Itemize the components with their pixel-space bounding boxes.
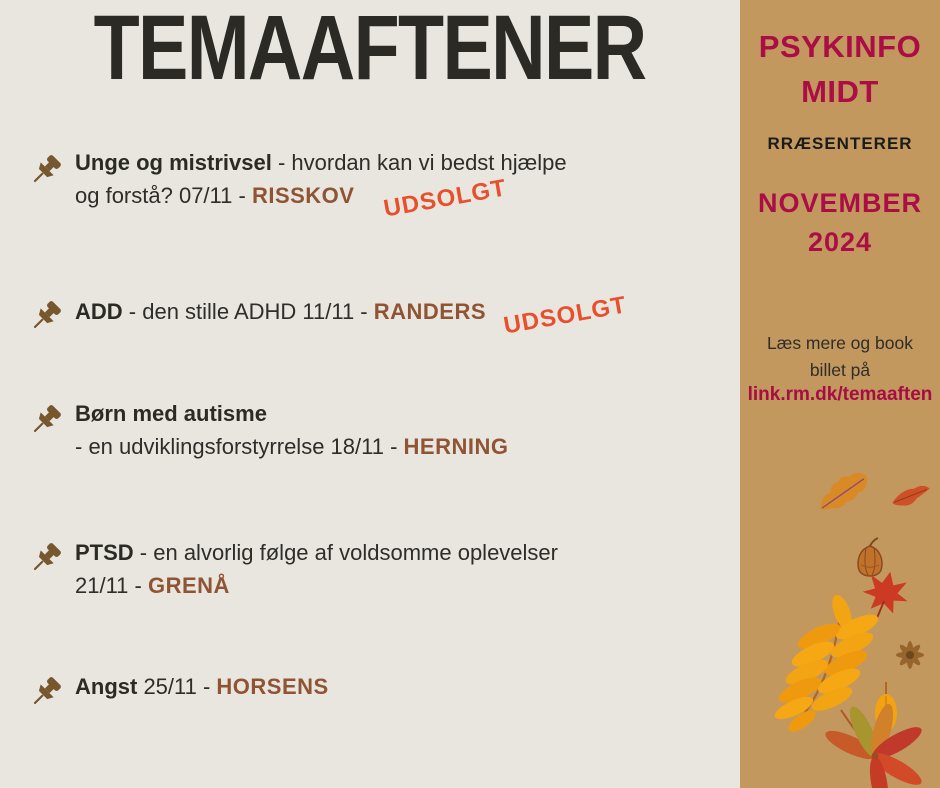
event-desc: - en alvorlig følge af voldsomme oplevelser <box>133 540 558 565</box>
brand-line1: PSYKINFO <box>758 29 922 64</box>
event-desc: 21/11 - <box>75 573 148 598</box>
autumn-leaves-decoration <box>740 440 940 788</box>
presents-label: RRÆSENTERER <box>767 134 913 153</box>
event-desc: - en udviklingsforstyrrelse 18/11 - <box>75 434 404 459</box>
location-text: HORSENS <box>216 674 329 699</box>
info-line1: Læs mere og book <box>767 333 913 353</box>
date-title <box>740 184 940 262</box>
event-item <box>75 146 675 223</box>
pushpin-icon <box>26 538 66 578</box>
event-line2 <box>75 179 675 212</box>
star-anise-icon <box>896 641 924 669</box>
event-item <box>75 670 675 703</box>
event-item <box>75 536 675 602</box>
pushpin-icon <box>26 400 66 440</box>
event-title: Angst <box>75 674 138 699</box>
oak-leaf-icon <box>812 465 873 518</box>
event-title: Børn med autisme <box>75 401 267 426</box>
info-text <box>740 330 940 384</box>
info-line2: billet på <box>809 360 871 380</box>
year-label: 2024 <box>807 227 873 257</box>
pushpin-icon <box>26 296 66 336</box>
location-text: RISSKOV <box>251 183 355 208</box>
event-item <box>75 397 675 463</box>
page-title-wrap <box>0 0 740 99</box>
brand-title <box>740 24 940 114</box>
brand-line2: MIDT <box>801 74 879 109</box>
soldout-badge: UDSOLGT <box>381 174 509 223</box>
pushpin-icon <box>26 150 66 190</box>
event-title: PTSD <box>75 540 134 565</box>
pushpin-icon <box>26 672 66 712</box>
location-text: RANDERS <box>373 299 487 324</box>
location-text: GRENÅ <box>147 573 230 598</box>
right-panel <box>740 0 940 788</box>
event-desc: - hvordan kan vi bedst hjælpe <box>271 150 567 175</box>
event-desc: 25/11 - <box>137 674 217 699</box>
event-item <box>75 291 675 340</box>
event-line2 <box>75 569 675 602</box>
small-red-leaf-icon <box>890 484 933 509</box>
event-title: Unge og mistrivsel <box>75 150 272 175</box>
creeper-leaf-icon <box>822 702 925 788</box>
event-desc: og forstå? 07/11 - <box>75 183 252 208</box>
rowan-leaf-icon <box>772 592 882 735</box>
event-title: ADD <box>75 299 123 324</box>
page-title: TEMAAFTENER <box>94 0 646 99</box>
month-label: NOVEMBER <box>757 188 922 218</box>
soldout-badge: UDSOLGT <box>501 291 629 340</box>
booking-link[interactable]: link.rm.dk/temaaften <box>747 384 933 405</box>
location-text: HERNING <box>403 434 509 459</box>
physalis-icon <box>858 538 882 576</box>
event-line2 <box>75 430 675 463</box>
event-desc: - den stille ADHD 11/11 - <box>122 299 374 324</box>
